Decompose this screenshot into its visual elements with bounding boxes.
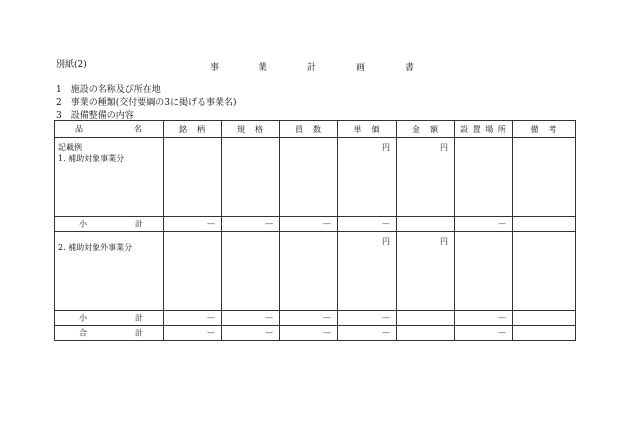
dash: — (338, 216, 397, 231)
header-row (55, 121, 576, 138)
dash: — (280, 216, 338, 231)
dash: — (280, 325, 338, 340)
dash: — (338, 310, 397, 325)
amount-yen: 円 (397, 138, 455, 217)
section1-label: 1. 補助対象事業分 (58, 154, 125, 164)
item-equipment-content: 3 設備整備の内容 (56, 111, 134, 121)
subtotal-row (55, 216, 576, 231)
dash: — (455, 310, 513, 325)
col-header-location: 設 置 場 所 (455, 121, 513, 138)
col-header-item-name: 品 名 (55, 121, 164, 138)
total-row (55, 325, 576, 340)
section2-label: 2. 補助対象外事業分 (55, 231, 164, 310)
title-char: 画 (356, 63, 366, 73)
subtotal-label: 小 計 (55, 216, 164, 231)
col-header-remarks: 備 考 (513, 121, 576, 138)
title-char: 業 (258, 63, 268, 73)
title-char: 事 (210, 63, 220, 73)
col-header-unit-price: 単 価 (338, 121, 397, 138)
col-header-quantity: 員 数 (280, 121, 338, 138)
section1-label-cell (55, 138, 164, 217)
dash: — (222, 310, 280, 325)
item-facility-name: 1 施設の名称及び所在地 (56, 85, 161, 95)
col-header-amount: 金 額 (397, 121, 455, 138)
subtotal-label: 小 計 (55, 310, 164, 325)
title-char: 計 (307, 63, 317, 73)
dash: — (164, 216, 222, 231)
table-row (55, 138, 576, 217)
plan-table (54, 120, 576, 341)
form-number: 別紙(2) (56, 60, 87, 70)
unit-price-yen: 円 (338, 231, 397, 310)
dash: — (164, 325, 222, 340)
unit-price-yen: 円 (338, 138, 397, 217)
dash: — (280, 310, 338, 325)
example-label: 記載例 (58, 143, 82, 153)
amount-yen: 円 (397, 231, 455, 310)
dash: — (222, 216, 280, 231)
dash: — (338, 325, 397, 340)
dash: — (164, 310, 222, 325)
dash: — (455, 325, 513, 340)
table-row (55, 231, 576, 310)
total-label: 合 計 (55, 325, 164, 340)
title-char: 書 (405, 63, 415, 73)
item-business-type: 2 事業の種類(交付要綱の3に掲げる事業名) (56, 98, 237, 108)
col-header-brand: 銘 柄 (164, 121, 222, 138)
subtotal-row (55, 310, 576, 325)
dash: — (222, 325, 280, 340)
col-header-spec: 規 格 (222, 121, 280, 138)
dash: — (455, 216, 513, 231)
